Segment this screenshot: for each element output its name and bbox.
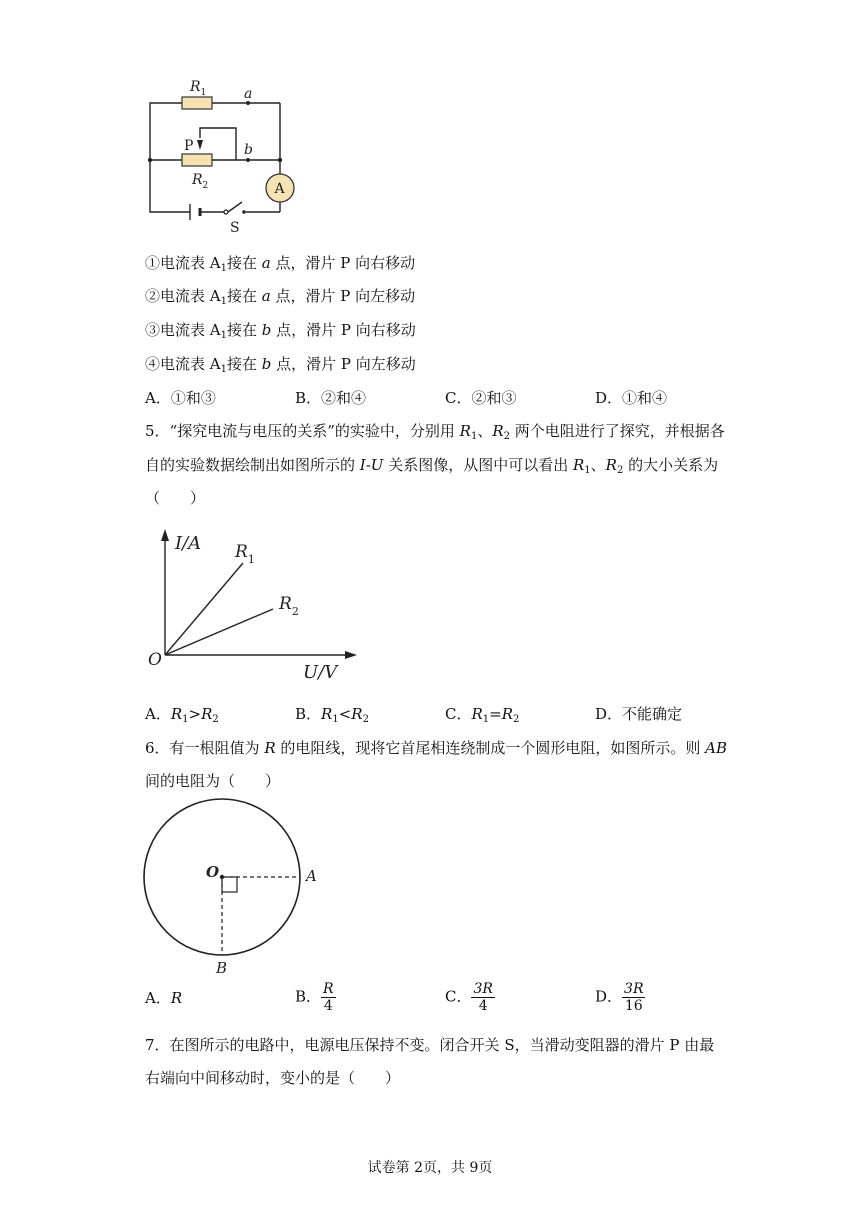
slider-arrow-icon [197, 140, 203, 150]
point-a-label: a [244, 86, 253, 102]
svg-text:R1: $R_1$ [235, 542, 255, 566]
origin-label: O [148, 650, 162, 670]
point-o-label: O [206, 863, 220, 881]
r2-graph-label: R [279, 594, 292, 614]
y-axis-label: I/A [175, 533, 202, 554]
q4-option-a[interactable]: A．①和③ [145, 389, 216, 407]
svg-text:R2: $R_2$ [279, 594, 299, 618]
ammeter-label: A [274, 181, 285, 197]
x-axis-label: U/V [303, 662, 338, 683]
resistor-r2 [182, 154, 212, 166]
q6-option-a[interactable]: A．R [145, 989, 183, 1007]
q5-stem-line-1: 5．“探究电流与电压的关系”的实验中，分别用 $R_1$、$R_2$ 两个电阻进行了探究，并根据各 [145, 422, 725, 442]
q4-option-c[interactable]: C．②和③ [445, 389, 517, 407]
svg-text:R2: $R_2$ [192, 172, 209, 191]
q6-option-b[interactable]: B． $\frac{R}{4}$ [295, 981, 334, 1014]
iu-graph [145, 525, 365, 685]
q4-item-4: ④电流表 $A_1$接在 b 点，滑片 P 向左移动 [145, 355, 416, 375]
r1-graph-label: R [235, 542, 248, 562]
q5-option-b[interactable]: B．$R_1<R_2$ [295, 705, 369, 725]
page-footer: 试卷第 2页，共 9页 [367, 1160, 493, 1176]
q6-stem-line-1: 6．有一根阻值为 R 的电阻线，现将它首尾相连绕制成一个圆形电阻，如图所示。则 AB [145, 739, 728, 757]
q5-option-a[interactable]: A．$R_1>R_2$ [145, 705, 219, 725]
q6-stem-line-2: 间的电阻为（ ） [145, 772, 281, 790]
circuit-diagram [140, 78, 300, 238]
q4-item-1: ①电流表 $A_1$接在 a 点，滑片 P 向右移动 [145, 254, 416, 274]
q5-stem-line-2: 自的实验数据绘制出如图所示的 I-U 关系图像，从图中可以看出 $R_1$、$R_2$ 的大小关系为 [145, 456, 719, 476]
resistor-r1 [182, 97, 212, 109]
q7-stem-line-1: 7．在图所示的电路中，电源电压保持不变。闭合开关 S，当滑动变阻器的滑片 P 由最 [145, 1036, 715, 1054]
q4-option-b[interactable]: B．②和④ [295, 389, 367, 407]
q5-stem-line-3: （ ） [145, 489, 206, 507]
r2-line [165, 609, 273, 655]
x-axis-arrow-icon [345, 651, 357, 659]
circle-resistor-figure [140, 797, 330, 979]
svg-text:R1: $R_1$ [190, 79, 207, 98]
r2-label: R [192, 172, 203, 188]
q5-option-d[interactable]: D．不能确定 [595, 705, 683, 723]
q6-option-c[interactable]: C． $\frac{3R}{4}$ [445, 981, 493, 1014]
point-b-label: B [216, 959, 228, 977]
switch-s-label: S [230, 220, 240, 236]
slider-p-label: P [184, 138, 194, 154]
q5-option-c[interactable]: C．$R_1=R_2$ [445, 705, 520, 725]
point-a-label: A [306, 867, 317, 885]
point-b-label: b [244, 142, 253, 158]
q4-option-d[interactable]: D．①和④ [595, 389, 668, 407]
q7-stem-line-2: 右端向中间移动时，变小的是（ ） [145, 1069, 401, 1087]
q6-option-d[interactable]: D． $\frac{3R}{16}$ [595, 981, 644, 1014]
q4-item-2: ②电流表 $A_1$接在 a 点，滑片 P 向左移动 [145, 287, 416, 307]
y-axis-arrow-icon [161, 529, 169, 541]
r1-label: R [190, 79, 201, 95]
r1-line [165, 563, 243, 655]
right-angle-icon [222, 877, 237, 892]
q4-item-3: ③电流表 $A_1$接在 b 点，滑片 P 向右移动 [145, 321, 416, 341]
